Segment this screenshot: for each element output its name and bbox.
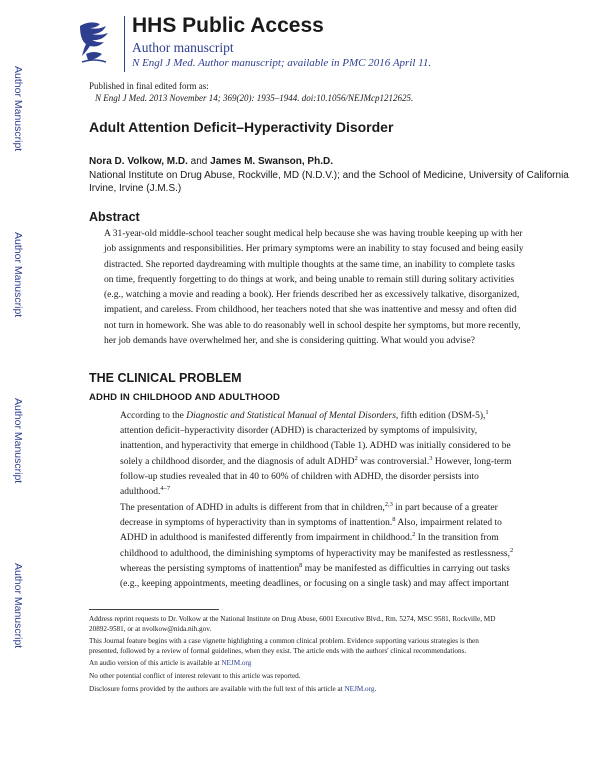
- footnotes: [89, 615, 509, 697]
- footnote-vignette: This Journal feature begins with a case vignette highlighting a common clinical problem. Evidence supporting various strategies is then presented, followed by a review of formal guidelines, when they exist. The article ends with the authors' clinical recommendations.: [89, 637, 479, 655]
- publication-info: [89, 80, 413, 104]
- sidebar-label: Author Manuscript: [12, 232, 24, 318]
- citation-ref: 1: [485, 408, 489, 416]
- citation-ref: 4–7: [160, 484, 171, 492]
- footnote-audio: An audio version of this article is available at NEJM.org: [89, 659, 252, 668]
- author-name: Nora D. Volkow, M.D.: [89, 156, 188, 167]
- citation-ref: 2: [509, 546, 514, 554]
- author-name: James M. Swanson, Ph.D.: [210, 156, 333, 167]
- sidebar-label: Author Manuscript: [12, 66, 24, 152]
- citation-ref: 8: [299, 561, 303, 569]
- abstract-heading: Abstract: [89, 210, 140, 224]
- citation-ref: 2: [412, 531, 416, 539]
- nejm-link[interactable]: NEJM.org: [221, 659, 252, 668]
- publication-label: Published in final edited form as:: [89, 81, 209, 91]
- nejm-link[interactable]: NEJM.org: [344, 684, 375, 693]
- header-divider: [124, 16, 125, 72]
- author-affiliation: National Institute on Drug Abuse, Rockville, MD (N.D.V.); and the School of Medicine, University of California Irvine, Irvine (J.M.S.): [89, 169, 569, 194]
- footnote-divider: [89, 609, 219, 610]
- body-paragraph: The presentation of ADHD in adults is different from that in children,$^{2,3}$ in part because of a greater decrease in symptoms of hyperactivity than in symptoms of inattention.$^8$ Also, impairment related to ADHD in adulthood is manifested differently from impairment in childhood.$^2$ In the transition from childhood to adulthood, the diminishing symptoms of hyperactivity may be manifested as restlessness,$^2$ whereas the persisting symptoms of inattention$^8$ may be manifested as difficulties in carrying out tasks (e.g., keeping appointments, meeting deadlines, or focusing on a single task) and may affect important: [120, 500, 514, 590]
- citation-ref: 8: [392, 516, 396, 524]
- citation-ref: 2: [354, 454, 358, 462]
- sidebar-label: Author Manuscript: [12, 563, 24, 649]
- author-block: Nora D. Volkow, M.D. and James M. Swanson, Ph.D. National Institute on Drug Abuse, Rockville, MD (N.D.V.); and the School of Medicine, University of California Irvine, Irvine (J.M.S.): [89, 155, 589, 196]
- article-title: Adult Attention Deficit–Hyperactivity Disorder: [89, 119, 394, 135]
- hhs-eagle-logo-icon: [76, 16, 116, 66]
- header-journal-line: N Engl J Med. Author manuscript; available in PMC 2016 April 11.: [132, 57, 432, 69]
- subsection-heading: ADHD IN CHILDHOOD AND ADULTHOOD: [89, 392, 281, 403]
- section-heading: THE CLINICAL PROBLEM: [89, 371, 242, 385]
- sidebar-label: Author Manuscript: [12, 398, 24, 484]
- header: [76, 12, 596, 78]
- header-title: HHS Public Access: [132, 14, 324, 37]
- footnote-disclosure: Disclosure forms provided by the authors are available with the full text of this article at NEJM.org.: [89, 684, 377, 693]
- publication-citation: N Engl J Med. 2013 November 14; 369(20): 1935–1944. doi:10.1056/NEJMcp1212625.: [95, 93, 414, 103]
- footnote-conflict: No other potential conflict of interest relevant to this article was reported.: [89, 671, 301, 680]
- abstract-text: A 31-year-old middle-school teacher sought medical help because she was having trouble keeping up with her job assignments and responsibilities. Her primary symptoms were an inability to stay focused and being easily distracted. She reported daydreaming with multiple thoughts at the same time, an inability to complete tasks on time, frequently forgetting to do things at work, and being unable to remain still during solitary activities (e.g., watching a movie and reading a book). Her friends described her as excessively talkative, disorganized, impatient, and careless. From childhood, her teachers noted that she was inattentive and messy and often did not turn in homework. She was able to do reasonably well in school despite her symptoms, but more recently, her job demands have overwhelmed her, and she is considering quitting. What would you advise?: [104, 229, 524, 347]
- citation-ref: 2,3: [384, 500, 393, 508]
- citation-ref: 3: [429, 454, 433, 462]
- footnote-reprint: Address reprint requests to Dr. Volkow at the National Institute on Drug Abuse, 6001 Executive Blvd., Rm. 5274, MSC 9581, Rockville, MD 20892-9581, or at nvolkow@nida.nih.gov.: [89, 615, 496, 633]
- body-paragraph: According to the Diagnostic and Statistical Manual of Mental Disorders, fifth edition (DSM-5),$^1$ attention deficit–hyperactivity disorder (ADHD) is characterized by symptoms of impulsivity, inattention, and hyperactivity that emerge in childhood (Table 1). ADHD was initially considered to be solely a childhood disorder, and the diagnosis of adult ADHD$^2$ was controversial.$^3$ However, long-term follow-up studies revealed that in 40 to 60% of children with ADHD, the disorder persists into adulthood.$^{4-7}$: [120, 408, 512, 498]
- header-subtitle: Author manuscript: [132, 40, 234, 55]
